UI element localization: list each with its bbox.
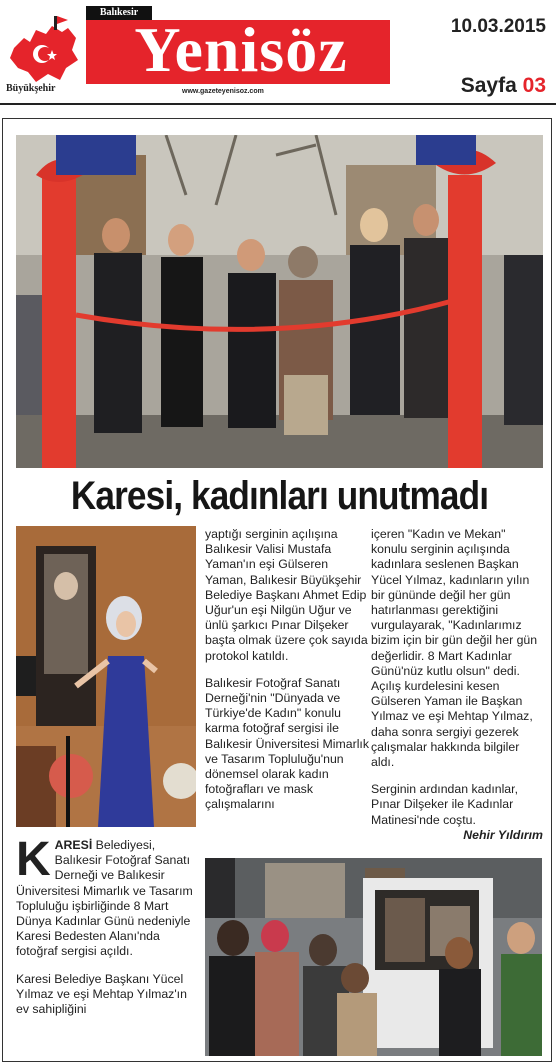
newspaper-name: Yenisöz	[134, 14, 348, 85]
article-author: Nehir Yıldırım	[463, 827, 543, 842]
exhibition-visitors-photo	[205, 858, 542, 1056]
article-lead	[16, 833, 199, 1029]
page-word: Sayfa	[460, 74, 517, 97]
article-paragraph: içeren "Kadın ve Mekan" konulu serginin açılışında kadınlara seslenen Başkan Yücel Yılmaz, kadınların yılın bir gününde değil her gün hatırlanması gerektiğini vurgulayarak, "Kadınlarımız bizim için bir gün değil her gün değerlidir. 8 Mart Kadınlar Günü'nüz kutlu olsun" dedi. Açılış kurdelesini kesen Gülseren Yaman ile Başkan Yılmaz ve eşi Mehtap Yılmaz, daha sonra sergiyi gezerek çalışmalar hakkında bilgiler aldı.	[371, 527, 538, 770]
issue-date: 10.03.2015	[450, 16, 546, 37]
article-column-2	[205, 527, 370, 825]
article-paragraph: Karesi Belediye Başkanı Yücel Yılmaz ve eşi Mehtap Yılmaz'ın ev sahipliğini	[16, 971, 187, 1017]
singer-performance-photo	[16, 526, 196, 827]
masthead-divider	[0, 103, 556, 105]
city-map-logo	[6, 8, 82, 88]
lead-text: Belediyesi, Balıkesir Fotoğraf Sanatı Derneği ve Balıkesir Üniversitesi Mimarlık ve Tasarım Topluluğu işbirliğinde 8 Mart Dünya Kadınlar Günü nedeniyle Karesi Bedesten Alanı'nda fotoğraf sergisi açıldı.	[16, 838, 193, 959]
article-headline: Karesi, kadınları unutmadı	[70, 474, 489, 518]
page-indicator	[461, 74, 546, 98]
website-link[interactable]: www.gazeteyenisoz.com	[182, 88, 264, 95]
article-paragraph: yaptığı serginin açılışına Balıkesir Valisi Mustafa Yaman'ın eşi Gülseren Yaman, Balıkesir Büyükşehir Belediye Başkanı Ahmet Edip Uğur'un eşi Nilgün Uğur ve ünlü şarkıcı Pınar Dilşeker başta olmak üzere çok sayıda protokol katıldı.	[205, 527, 368, 663]
municipality-label: Büyükşehir	[6, 83, 56, 94]
article-column-3	[371, 527, 543, 843]
city-label: Balıkesir	[86, 6, 152, 20]
lead-first-word: ARESİ	[54, 838, 93, 852]
article-paragraph: Serginin ardından kadınlar, Pınar Dilşeker ile Kadınlar Matinesi'nde coştu.	[371, 782, 518, 827]
article-paragraph: Balıkesir Fotoğraf Sanatı Derneği'nin "Dünyada ve Türkiye'de Kadın" konulu karma fotoğraf sergisi ile Balıkesir Üniversitesi Mimarlık ve Tasarım Topluluğu'nun dönemsel olarak kadın fotoğrafları ve mask çalışmalarını	[205, 675, 369, 812]
drop-cap: K	[16, 833, 51, 886]
page-number: 03	[522, 74, 546, 97]
ribbon-cutting-photo	[16, 135, 543, 468]
